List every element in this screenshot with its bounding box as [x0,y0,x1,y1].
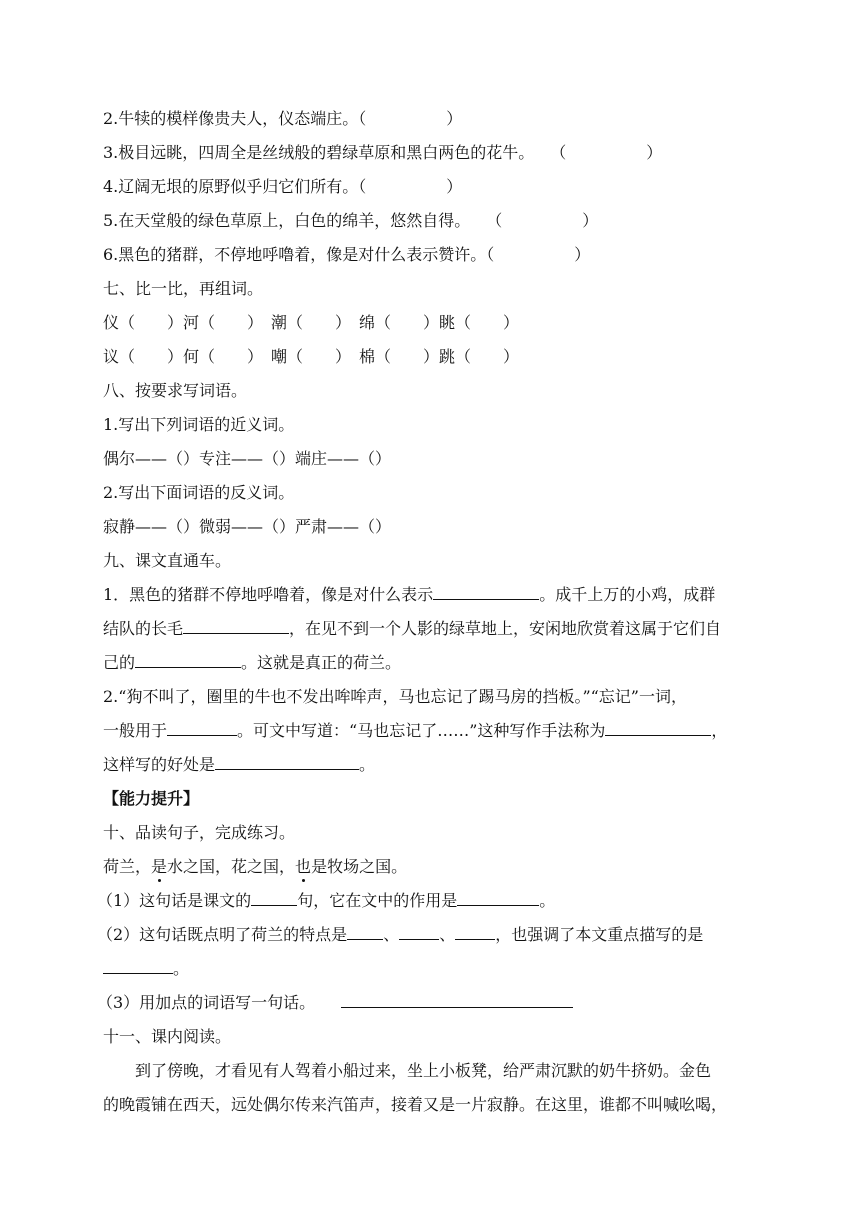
compare-row-1: 仪（ ）河（ ） 潮（ ） 绵（ ）眺（ ） [103,313,520,332]
quote-line-1: 2.“狗不叫了，圈里的牛也不发出哞哞声，马也忘记了踢马房的挡板。”“忘记”一词， [103,687,687,706]
synonym-items: 偶尔——（）专注——（）端庄——（） [103,449,392,468]
answer-blank[interactable] [183,618,289,634]
reading-paragraph-line-1: 到了傍晚，才看见有人驾着小船过来，坐上小板凳，给严肃沉默的奶牛挤奶。金色 [135,1061,712,1080]
question-2: （2）这句话既点明了荷兰的特点是 、 、 ，也强调了本文重点描写的是 [97,925,704,944]
section-9-title: 九、课文直通车。 [103,551,232,570]
answer-blank[interactable] [457,890,539,906]
judge-item-4: 4.辽阔无垠的原野似乎归它们所有。（ ） [103,177,463,196]
compare-row-2: 议（ ）何（ ） 嘲（ ） 棉（ ）跳（ ） [103,347,520,366]
answer-blank[interactable] [455,924,495,940]
fill-line-4: 一般用于 。可文中写道：“马也忘记了……”这种写作手法称为 ， [103,721,728,740]
dotted-word: 是 [151,857,168,876]
answer-blank[interactable] [347,924,383,940]
question-1: （1）这句话是课文的 句，它在文中的作用是 。 [97,891,556,910]
antonym-items: 寂静——（）微弱——（）严肃——（） [103,517,392,536]
answer-blank[interactable] [399,924,439,940]
key-sentence: 荷兰，是水之国，花之国，也是牧场之国。 [103,857,408,876]
answer-blank[interactable] [605,720,711,736]
judge-item-2: 2.牛犊的模样像贵夫人，仪态端庄。（ ） [103,109,463,128]
answer-blank[interactable] [167,720,237,736]
fill-line-3: 己的 。这就是真正的荷兰。 [103,653,402,672]
answer-blank[interactable] [251,890,297,906]
question-2-cont: 。 [103,958,189,980]
answer-blank[interactable] [103,958,173,974]
dotted-word: 也 [295,857,312,876]
section-11-title: 十一、课内阅读。 [103,1027,232,1046]
synonym-instruction: 1.写出下列词语的近义词。 [103,415,295,434]
answer-blank[interactable] [341,992,573,1008]
answer-blank[interactable] [215,754,359,770]
fill-line-5: 这样写的好处是 。 [103,755,376,774]
answer-blank[interactable] [135,652,241,668]
antonym-instruction: 2.写出下面词语的反义词。 [103,483,295,502]
section-10-title: 十、品读句子，完成练习。 [103,823,296,842]
judge-item-6: 6.黑色的猪群，不停地呼噜着，像是对什么表示赞许。（ ） [103,245,591,264]
section-7-title: 七、比一比，再组词。 [103,279,264,298]
judge-item-5: 5.在天堂般的绿色草原上，白色的绵羊，悠然自得。 （ ） [103,211,599,230]
fill-line-1: 1．黑色的猪群不停地呼噜着，像是对什么表示 。成千上万的小鸡，成群 [103,585,716,604]
answer-blank[interactable] [433,584,539,600]
reading-paragraph-line-2: 的晚霞铺在西天，远处偶尔传来汽笛声，接着又是一片寂静。在这里，谁都不叫喊吆喝， [103,1095,728,1114]
section-8-title: 八、按要求写词语。 [103,381,248,400]
question-3: （3）用加点的词语写一句话。 [97,992,573,1014]
judge-item-3: 3.极目远眺，四周全是丝绒般的碧绿草原和黑白两色的花牛。 （ ） [103,143,663,162]
ability-heading: 【能力提升】 [103,789,200,808]
fill-line-2: 结队的长毛 ，在见不到一个人影的绿草地上，安闲地欣赏着这属于它们自 [103,619,722,638]
